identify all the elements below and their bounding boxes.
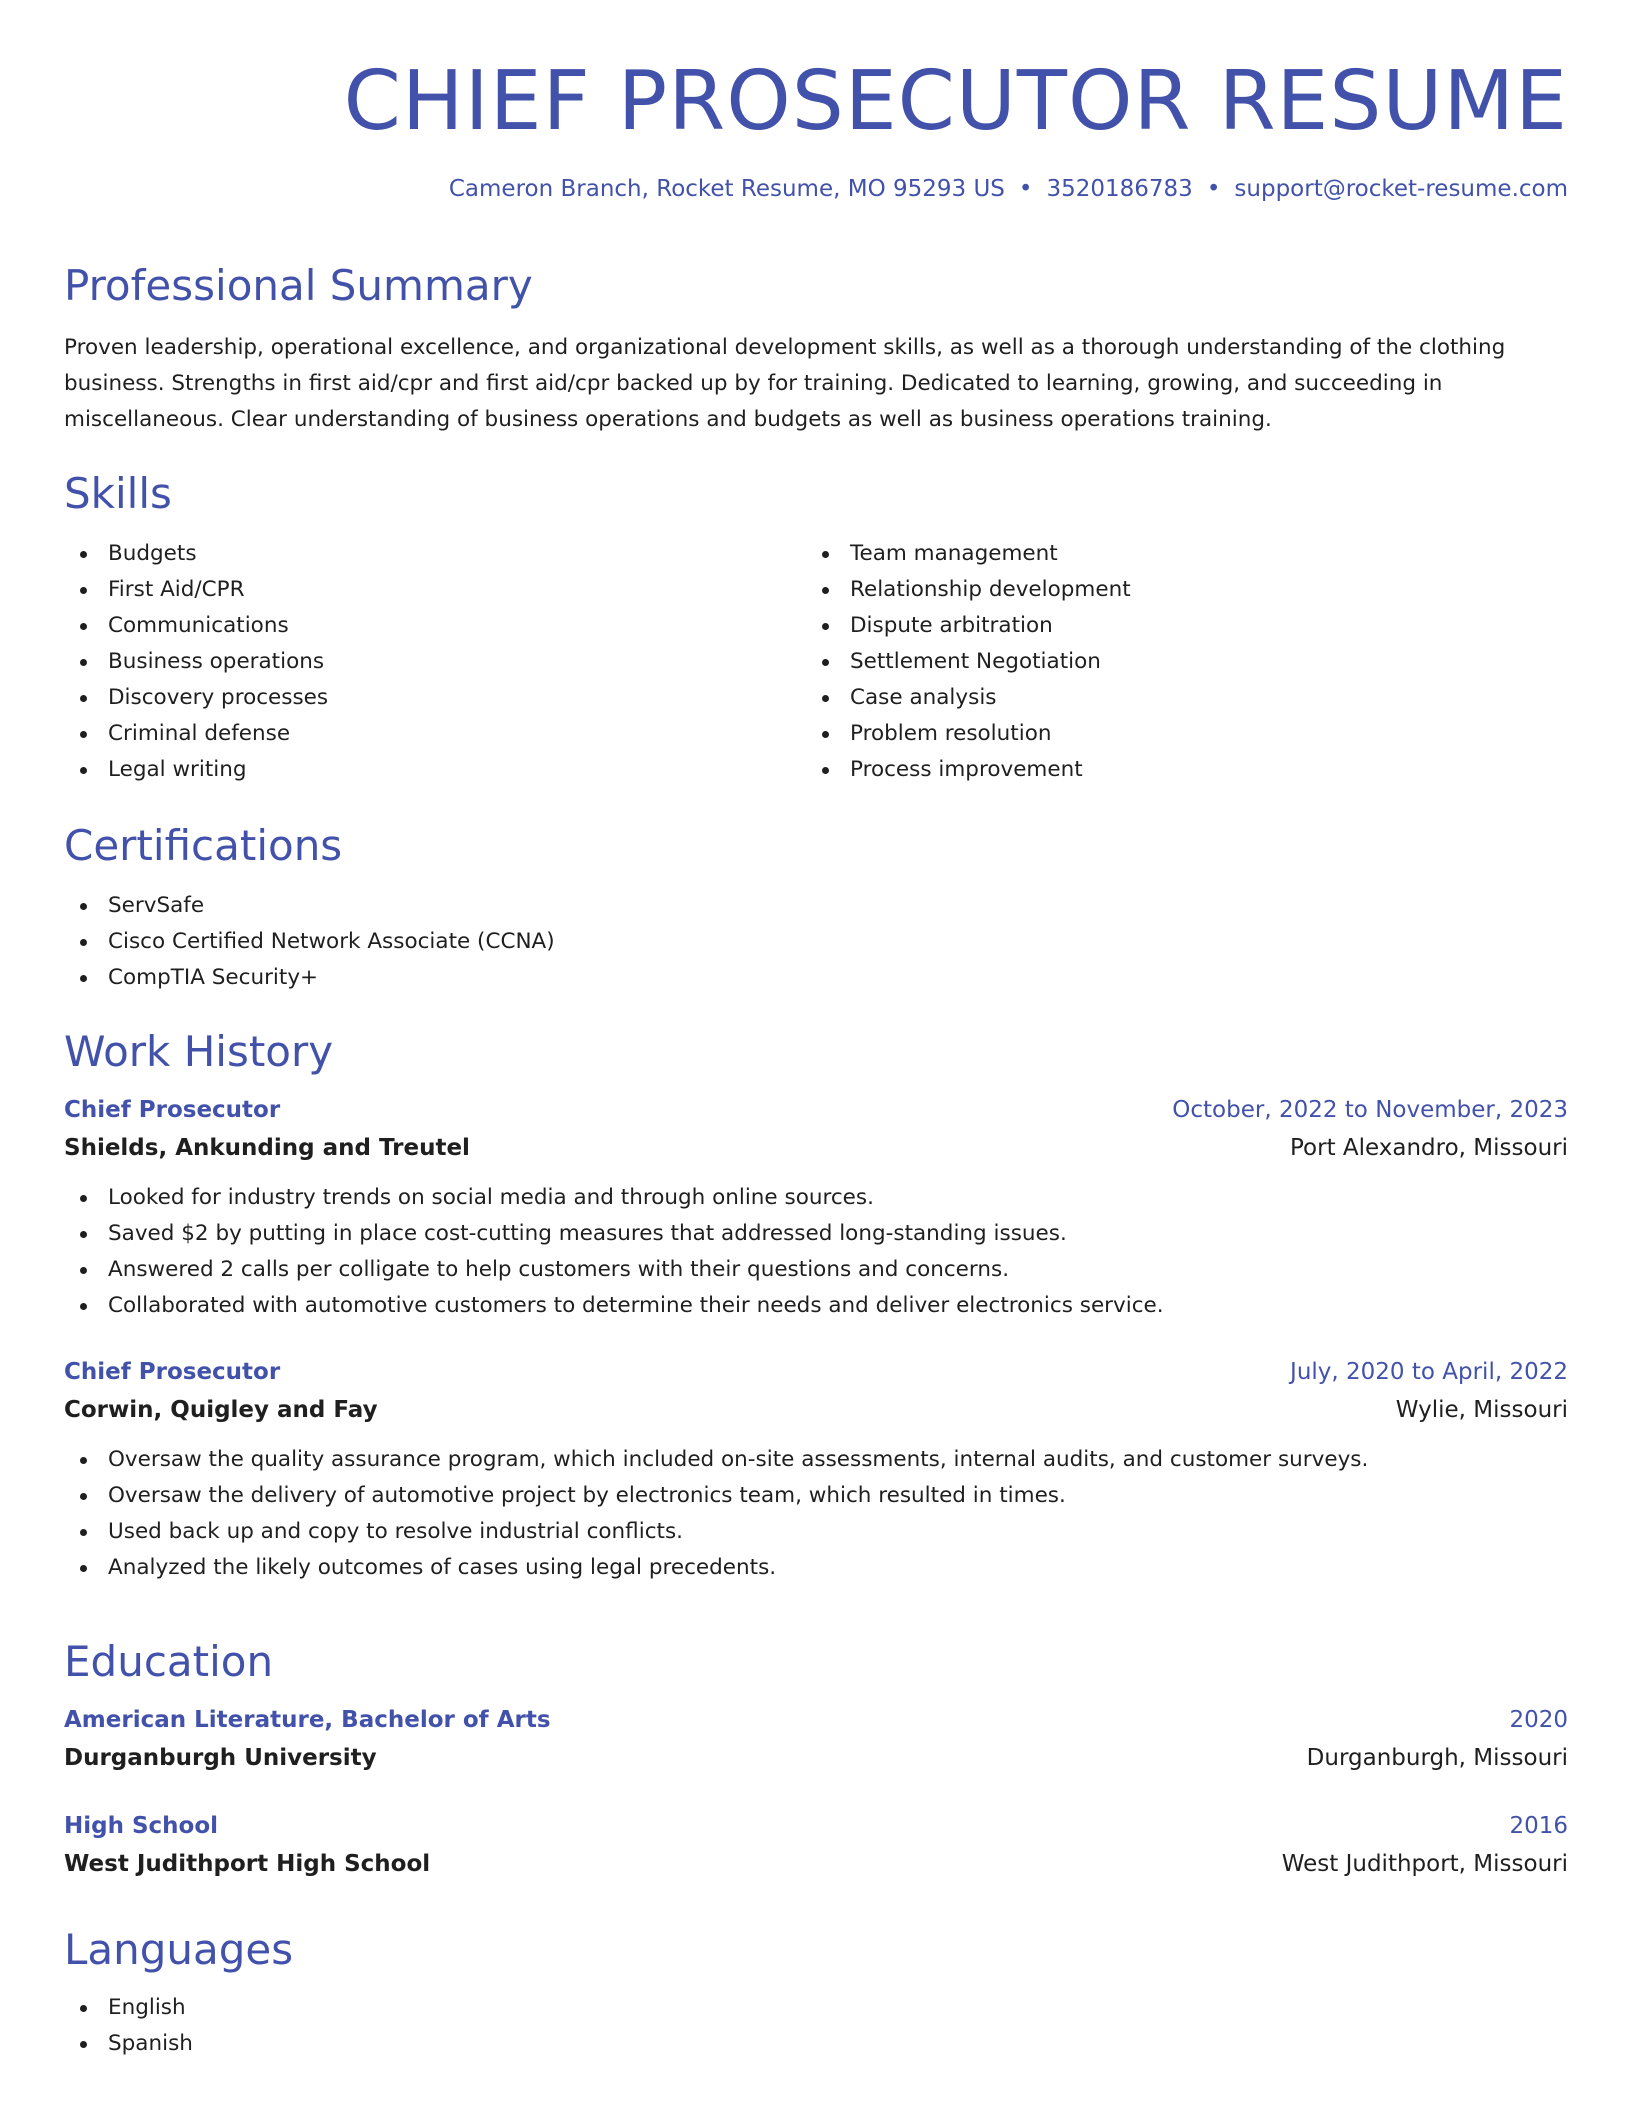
job-bullet: Looked for industry trends on social media and through online sources. xyxy=(64,1180,1568,1216)
skill-item: Settlement Negotiation xyxy=(806,644,1548,680)
skill-item: Budgets xyxy=(64,536,806,572)
contact-phone: 3520186783 xyxy=(1046,176,1193,202)
job-bullet: Oversaw the delivery of automotive project by electronics team, which resulted in times. xyxy=(64,1478,1568,1514)
job-bullet: Used back up and copy to resolve industrial conflicts. xyxy=(64,1514,1568,1550)
certifications-heading: Certifications xyxy=(64,821,343,870)
job-dates: October, 2022 to November, 2023 xyxy=(1172,1097,1568,1123)
contact-separator: • xyxy=(1206,176,1221,202)
job-bullets xyxy=(64,1180,1568,1324)
education-entry xyxy=(64,1702,1568,1778)
job-bullet: Saved $2 by putting in place cost-cutting measures that addressed long-standing issues. xyxy=(64,1216,1568,1252)
skill-item: Dispute arbitration xyxy=(806,608,1548,644)
education-year: 2016 xyxy=(1509,1813,1568,1839)
skill-item: Criminal defense xyxy=(64,716,806,752)
education-location: Durganburgh, Missouri xyxy=(1306,1745,1568,1771)
job-bullet: Collaborated with automotive customers to determine their needs and deliver electronics service. xyxy=(64,1288,1568,1324)
skills-heading: Skills xyxy=(64,469,172,518)
skills-section xyxy=(64,468,1568,788)
job-bullets xyxy=(64,1442,1568,1586)
job-company: Shields, Ankunding and Treutel xyxy=(64,1135,470,1161)
skill-item: Legal writing xyxy=(64,752,806,788)
job-bullet: Analyzed the likely outcomes of cases using legal precedents. xyxy=(64,1550,1568,1586)
certification-item: Cisco Certified Network Associate (CCNA) xyxy=(64,924,1568,960)
contact-email: support@rocket-resume.com xyxy=(1234,176,1568,202)
summary-heading: Professional Summary xyxy=(64,261,533,310)
languages-list xyxy=(64,1990,1568,2062)
language-item: English xyxy=(64,1990,1568,2026)
languages-heading: Languages xyxy=(64,1925,294,1974)
skills-grid xyxy=(64,536,1568,788)
education-degree: American Literature, Bachelor of Arts xyxy=(64,1707,551,1733)
skill-item: Process improvement xyxy=(806,752,1548,788)
summary-section xyxy=(64,260,1568,438)
education-entry xyxy=(64,1808,1568,1884)
education-heading: Education xyxy=(64,1637,274,1686)
skill-item: Discovery processes xyxy=(64,680,806,716)
job-entry xyxy=(64,1354,1568,1586)
skill-item: Problem resolution xyxy=(806,716,1548,752)
education-degree: High School xyxy=(64,1813,219,1839)
job-location: Wylie, Missouri xyxy=(1395,1397,1568,1423)
certification-item: CompTIA Security+ xyxy=(64,960,1568,996)
resume-page xyxy=(64,0,1568,2056)
summary-text: Proven leadership, operational excellence, and organizational development skills, as well as a thorough understanding of the clothing business. Strengths in first aid/cpr and first aid/cpr backed up by for training. Dedicated to learning, growing, and succeeding in miscellaneous. Clear understanding of business operations and budgets as well as business operations training. xyxy=(64,335,1506,432)
skills-list-left xyxy=(64,536,806,788)
work-history-heading: Work History xyxy=(64,1027,334,1076)
skill-item: Relationship development xyxy=(806,572,1548,608)
skill-item: Team management xyxy=(806,536,1548,572)
job-dates: July, 2020 to April, 2022 xyxy=(1290,1359,1568,1385)
education-section xyxy=(64,1636,1568,1884)
skill-item: Case analysis xyxy=(806,680,1548,716)
job-title: Chief Prosecutor xyxy=(64,1097,281,1123)
languages-section xyxy=(64,1924,1568,2062)
contact-line xyxy=(64,174,1568,204)
work-history-section xyxy=(64,1026,1568,1586)
job-bullet: Answered 2 calls per colligate to help customers with their questions and concerns. xyxy=(64,1252,1568,1288)
job-entry xyxy=(64,1092,1568,1324)
education-school: Durganburgh University xyxy=(64,1745,377,1771)
resume-title: CHIEF PROSECUTOR RESUME xyxy=(343,54,1568,149)
certification-item: ServSafe xyxy=(64,888,1568,924)
education-school: West Judithport High School xyxy=(64,1851,431,1877)
job-bullet: Oversaw the quality assurance program, which included on-site assessments, internal audits, and customer surveys. xyxy=(64,1442,1568,1478)
education-location: West Judithport, Missouri xyxy=(1281,1851,1568,1877)
certifications-section xyxy=(64,820,1568,996)
contact-address: Cameron Branch, Rocket Resume, MO 95293 US xyxy=(448,176,1005,202)
job-title: Chief Prosecutor xyxy=(64,1359,281,1385)
job-company: Corwin, Quigley and Fay xyxy=(64,1397,378,1423)
skill-item: First Aid/CPR xyxy=(64,572,806,608)
education-year: 2020 xyxy=(1509,1707,1568,1733)
skill-item: Business operations xyxy=(64,644,806,680)
contact-separator: • xyxy=(1018,176,1033,202)
skills-list-right xyxy=(806,536,1548,788)
language-item: Spanish xyxy=(64,2026,1568,2062)
job-location: Port Alexandro, Missouri xyxy=(1290,1135,1568,1161)
certifications-list xyxy=(64,888,1568,996)
skill-item: Communications xyxy=(64,608,806,644)
